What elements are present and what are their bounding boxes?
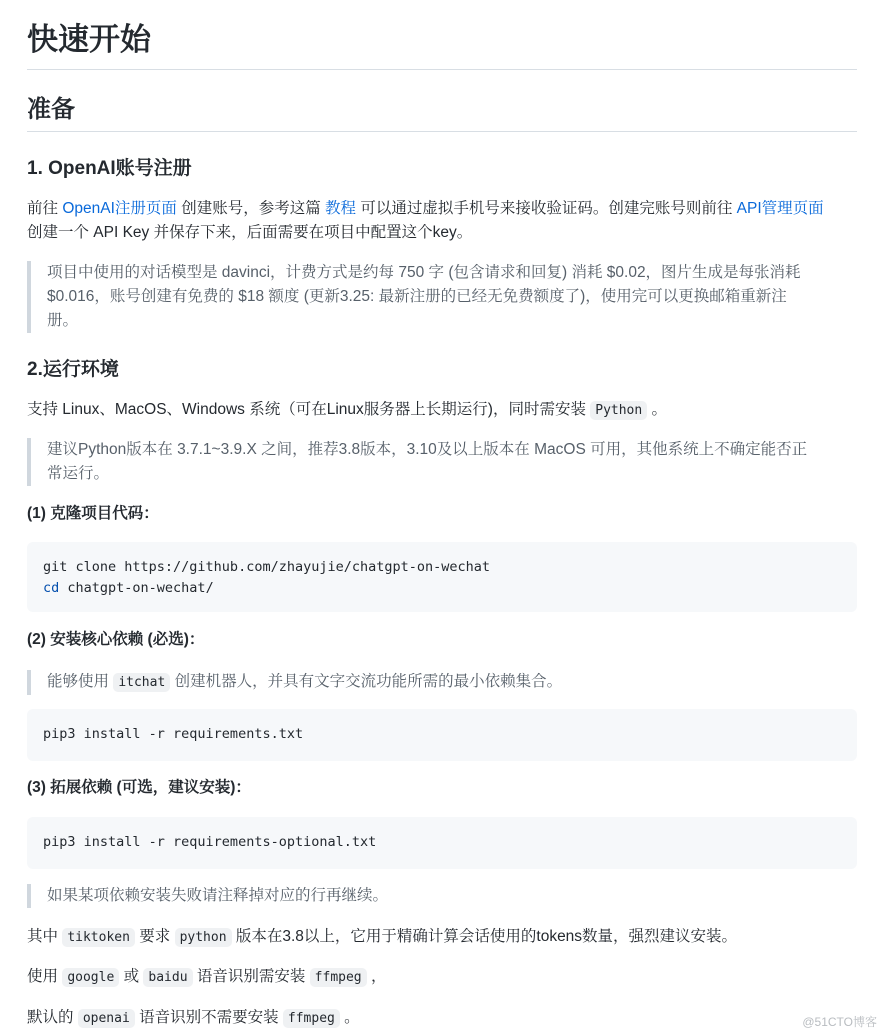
core-deps-blockquote [27,670,847,695]
inline-code-ffmpeg: ffmpeg [310,968,367,987]
code-line: pip3 install -r requirements-optional.txt [43,834,377,850]
text: 。 [647,401,668,418]
quote-line: $0.016，账号创建有免费的 $18 额度 (更新3.25: 最新注册的已经无免费额度了)，使用完可以更换邮箱重新注 [47,288,787,305]
text: 支持 Linux、MacOS、Windows 系统（可在Linux服务器上长期运行)，同时需安装 [27,401,591,418]
inline-code-google: google [62,968,119,987]
text: 语音识别不需要安装 [134,1009,283,1026]
text: 创建账号，参考这篇 [176,200,326,217]
text: 前往 [27,200,63,217]
quote-line: 常运行。 [47,465,110,482]
quote-line: 册。 [47,312,79,329]
step-heading-core-deps: (2) 安装核心依赖 (必选)： [27,631,205,648]
inline-code-tiktoken: tiktoken [62,928,135,947]
quote-line: 建议Python版本在 3.7.1~3.9.X 之间，推荐3.8版本，3.10及以上版本在 MacOS 可用，其他系统上不确定能否正 [47,441,808,458]
runtime-paragraph [27,398,857,423]
code-block-clone[interactable] [27,542,857,612]
text: 要求 [134,928,175,945]
code-line: git clone https://github.com/zhayujie/chatgpt-on-wechat [43,559,491,575]
openai-signup-link[interactable]: OpenAI注册页面 [62,200,177,217]
signup-paragraph [27,197,857,245]
code-line: pip3 install -r requirements.txt [43,726,304,742]
title-divider [27,69,857,70]
code-block-core-install[interactable] [27,709,857,761]
text: 或 [119,968,144,985]
inline-code-baidu: baidu [143,968,192,987]
text: 默认的 [27,1009,78,1026]
code-block-optional-install[interactable] [27,817,857,869]
inline-code-python: python [175,928,232,947]
text: 语音识别需安装 [192,968,310,985]
pricing-blockquote [27,261,847,333]
install-failure-blockquote [27,884,847,908]
text: 版本在3.8以上，它用于精确计算会话使用的tokens数量，强烈建议安装。 [231,928,738,945]
text: ， [366,968,387,985]
text: 。 [339,1009,360,1026]
subsection-heading-runtime: 2.运行环境 [27,359,119,380]
step-heading-clone: (1) 克隆项目代码： [27,505,159,522]
page-title: 快速开始 [27,22,151,57]
text: 使用 [27,968,63,985]
subsection-heading-openai-signup: 1. OpenAI账号注册 [27,158,192,179]
inline-code-openai: openai [78,1009,135,1028]
voice-note [27,965,857,990]
python-version-blockquote [27,438,847,486]
section-divider [27,131,857,132]
watermark: @51CTO博客 [802,1015,877,1029]
section-heading-prep: 准备 [27,96,75,123]
openai-voice-note [27,1006,857,1031]
text: 其中 [27,928,63,945]
inline-code-ffmpeg: ffmpeg [283,1009,340,1028]
text: 可以通过虚拟手机号来接收验证码。创建完账号则前往 [356,200,737,217]
code-keyword: cd [43,580,60,596]
tiktoken-note [27,925,857,950]
inline-code-python: Python [590,401,647,420]
inline-code-itchat: itchat [113,673,170,692]
api-management-link[interactable]: API管理页面 [736,200,824,217]
quote-line: 如果某项依赖安装失败请注释掉对应的行再继续。 [47,887,389,904]
text: 能够使用 [47,673,114,690]
tutorial-link[interactable]: 教程 [325,200,357,217]
text: 创建机器人，并具有文字交流功能所需的最小依赖集合。 [170,673,563,690]
quote-line: 项目中使用的对话模型是 davinci，计费方式是约每 750 字 (包含请求和回复) 消耗 $0.02，图片生成是每张消耗 [47,264,801,281]
code-text: chatgpt-on-wechat/ [59,580,214,596]
step-heading-optional-deps: (3) 拓展依赖 (可选，建议安装)： [27,779,251,796]
text: 创建一个 API Key 并保存下来，后面需要在项目中配置这个key。 [27,224,473,241]
